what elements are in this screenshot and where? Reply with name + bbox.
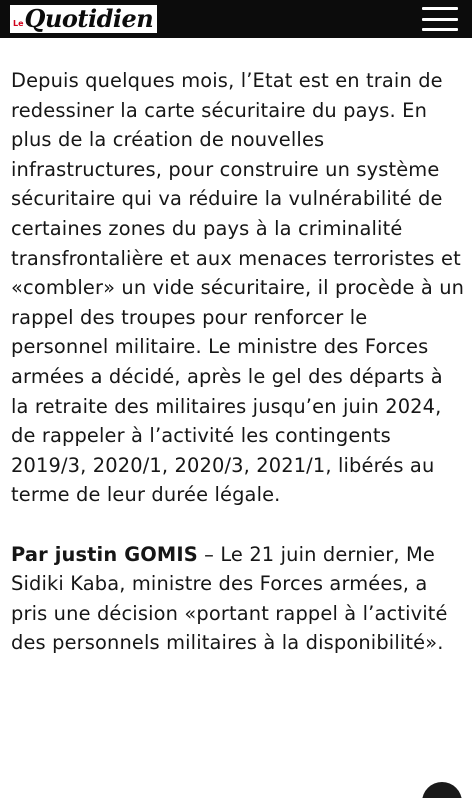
logo-name: Quotidien xyxy=(24,4,154,33)
menu-button[interactable] xyxy=(422,7,458,31)
hamburger-icon-bar xyxy=(422,18,458,21)
hamburger-icon-bar xyxy=(422,28,458,31)
article-paragraph-text: – Le 21 juin dernier, Me Sidiki Kaba, ministre des Forces armées, a pris une décision «portant rappel à l’activité des personnels militaires à la disponibilité». xyxy=(11,542,448,655)
scroll-to-top-button[interactable] xyxy=(422,782,462,798)
hamburger-icon xyxy=(422,7,458,10)
article-paragraph xyxy=(11,540,465,658)
article-lead-paragraph: Depuis quelques mois, l’Etat est en train de redessiner la carte sécuritaire du pays. En plus de la création de nouvelles infrastructures, pour construire un système sécuritaire qui va réduire la vulnérabilité de certaines zones du pays à la criminalité transfrontalière et aux menaces terroristes et «combler» un vide sécuritaire, il procède à un rappel des troupes pour renforcer le personnel militaire. Le ministre des Forces armées a décidé, après le gel des départs à la retraite des militaires jusqu’en juin 2024, de rappeler à l’activité les contingents 2019/3, 2020/1, 2020/3, 2021/1, libérés au terme de leur durée légale. xyxy=(11,69,465,507)
article-byline: Par justin GOMIS xyxy=(11,542,198,566)
logo-prefix: Le xyxy=(13,19,24,28)
article-body xyxy=(11,66,465,658)
site-logo[interactable] xyxy=(10,5,157,33)
top-navigation-bar xyxy=(0,0,472,38)
